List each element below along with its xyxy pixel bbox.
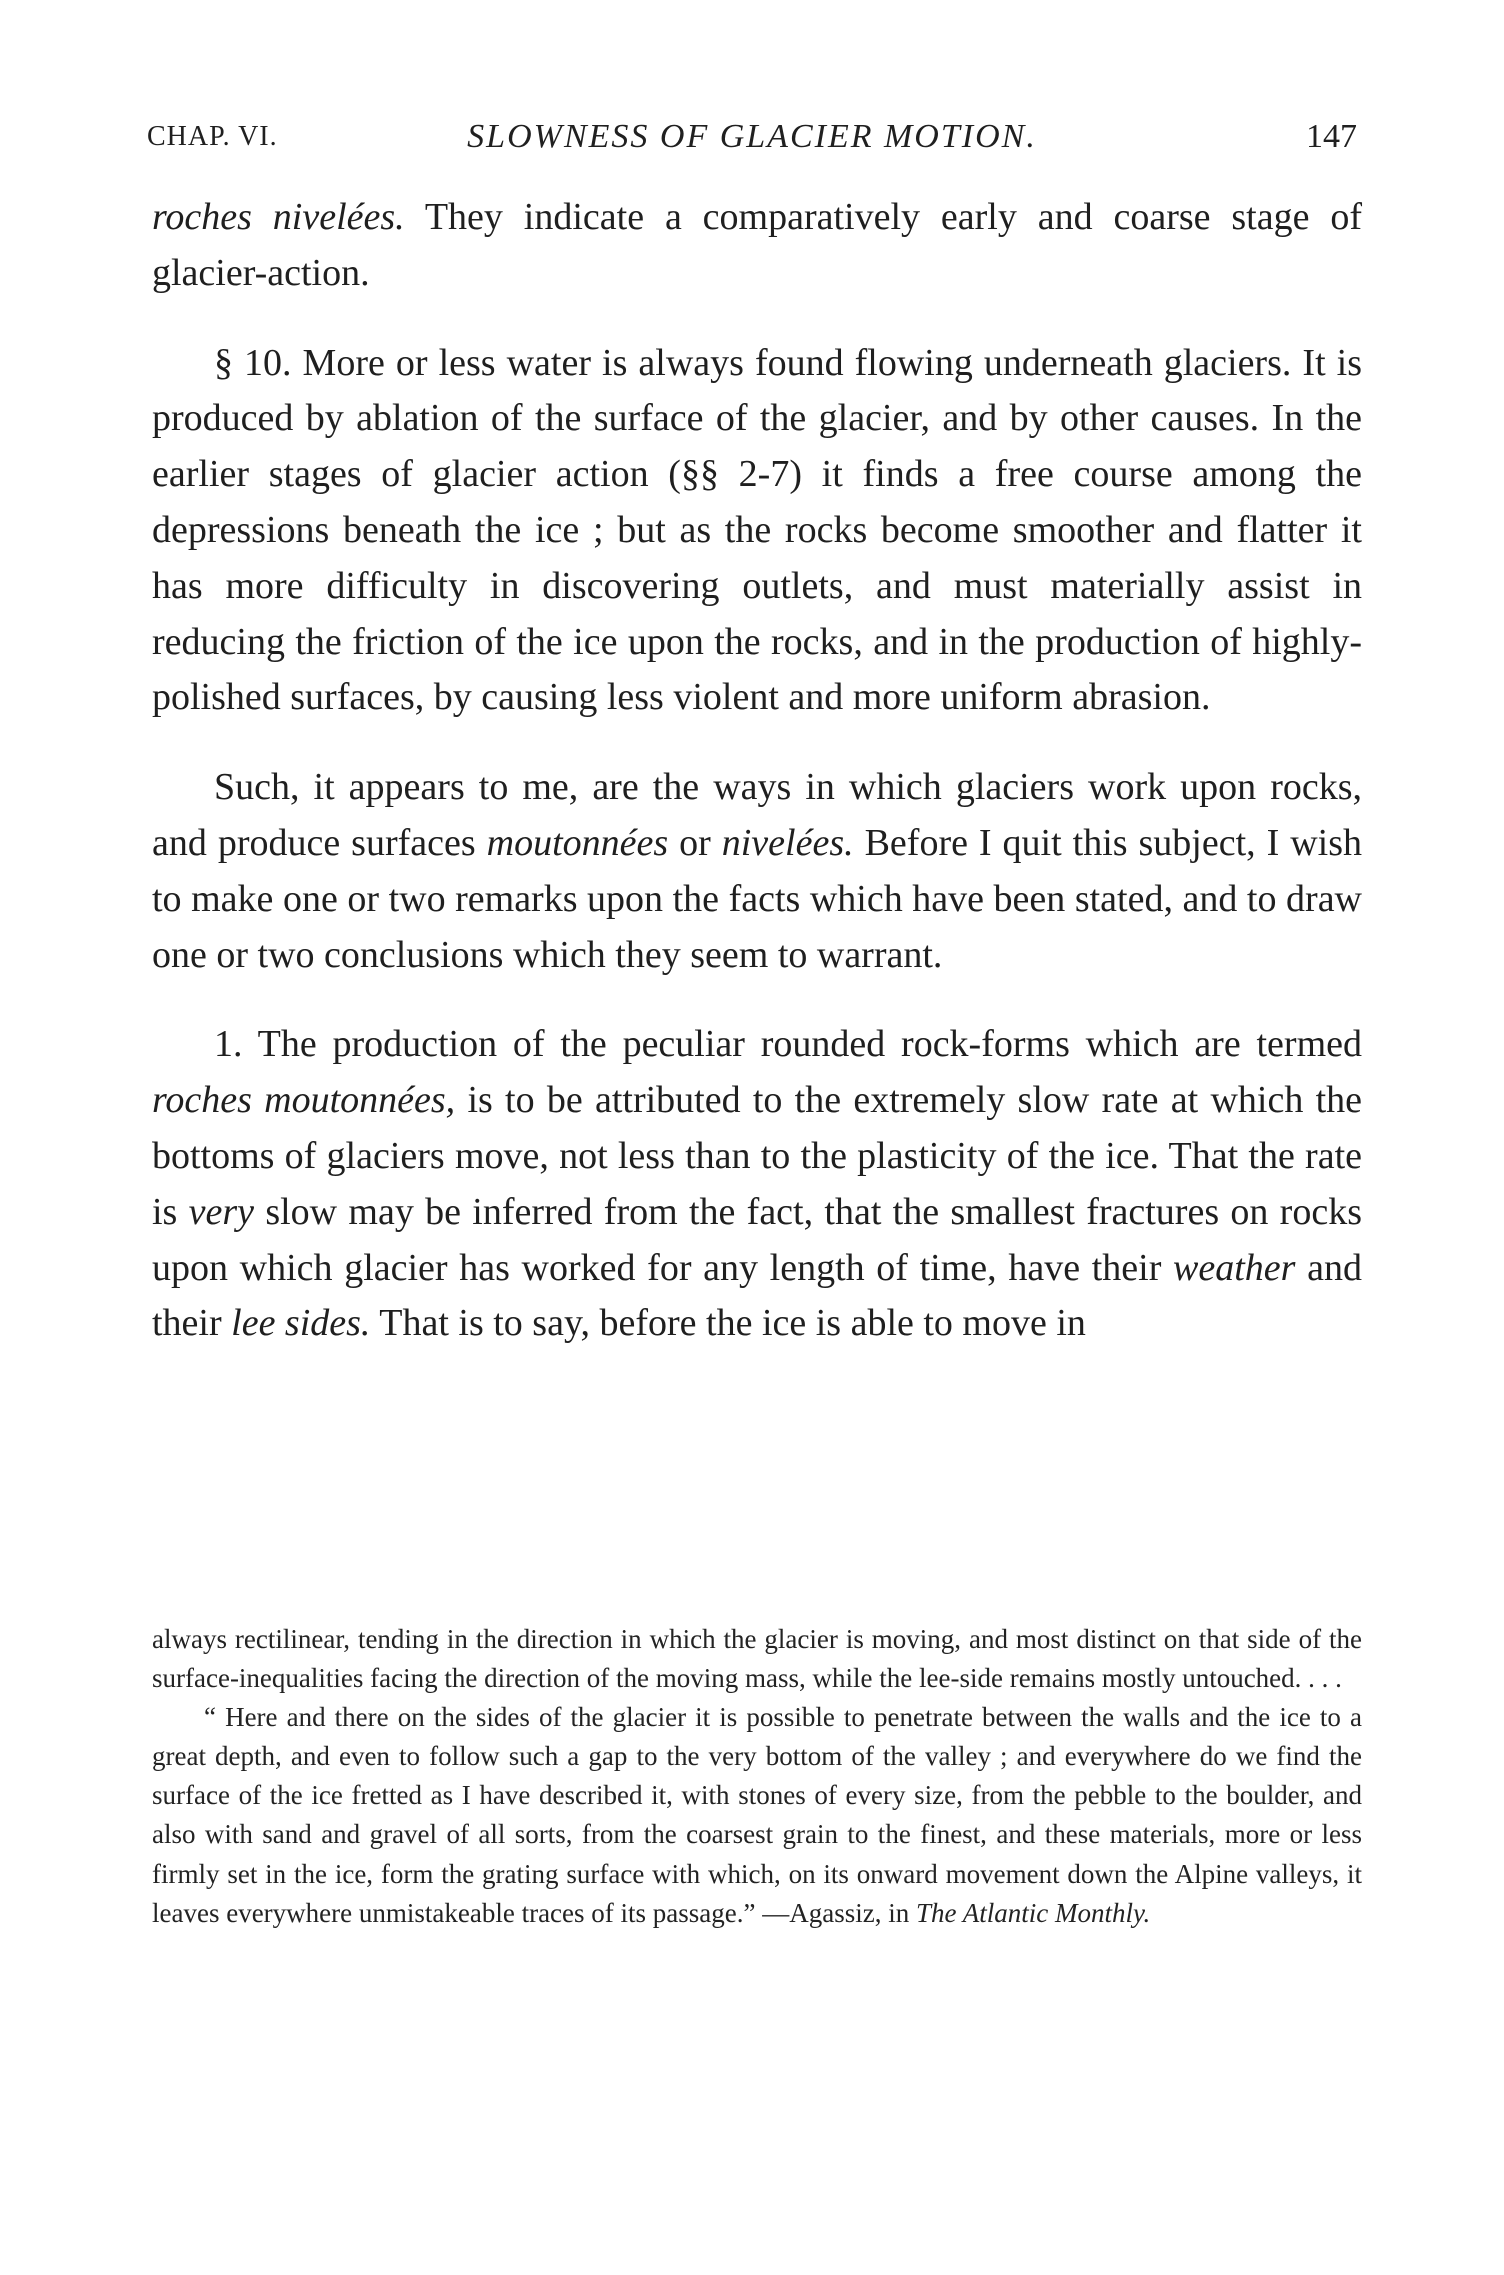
- italic-citation: The Atlantic Monthly.: [915, 1897, 1151, 1928]
- paragraph-text: and their: [152, 1246, 1362, 1345]
- paragraph-text: Before I quit this subject, I wish to make one or two remarks upon the facts which have been stated, and to draw one or two conclusions which they seem to warrant.: [152, 821, 1362, 976]
- paragraph-text: 1. The production of the peculiar rounded rock-forms which are termed: [214, 1023, 1362, 1066]
- paragraph-text: They indicate a comparatively early and coarse stage of glacier-action.: [152, 196, 1362, 294]
- italic-term: roches moutonnées,: [152, 1079, 456, 1122]
- italic-term: moutonnées: [486, 821, 669, 864]
- paragraph-text: That is to say, before the ice is able to move in: [370, 1302, 1086, 1345]
- footnotes: [152, 1620, 1362, 1933]
- italic-term: lee sides.: [231, 1302, 371, 1345]
- paragraph-continued: [152, 190, 1362, 302]
- italic-term: weather: [1173, 1246, 1296, 1289]
- footnote-text: “ Here and there on the sides of the glacier it is possible to penetrate between the walls and the ice to a great depth, and even to follow such a gap to the very bottom of the valley ; and everywhere do we find the surface of the ice fretted as I have described it, with stones of every size, from the pebble to the boulder, and also with sand and gravel of all sorts, from the coarsest grain to the finest, and these materials, more or less firmly set in the ice, form the grating surface with which, on its onward movement down the Alpine valleys, it leaves everywhere unmistakeable traces of its passage.” —Agassiz, in: [152, 1702, 1362, 1928]
- paragraph-text: slow may be inferred from the fact, that the smallest fractures on rocks upon which glacier has worked for any length of time, have their: [152, 1190, 1362, 1289]
- paragraph-numbered-1: [152, 1017, 1362, 1352]
- running-head: [147, 112, 1357, 162]
- paragraph-such: [152, 760, 1362, 983]
- chapter-label: CHAP. VI.: [147, 121, 278, 152]
- italic-term: very: [188, 1190, 255, 1233]
- paragraph-text: is to be attributed to the extremely slow rate at which the bottoms of glaciers move, not less than to the plasticity of the ice. That the rate is: [152, 1079, 1362, 1233]
- paragraph-section-10: § 10. More or less water is always found flowing underneath glaciers. It is produced by ablation of the surface of the glacier, and by other causes. In the earlier stages of glacier action (§§ 2-7) it finds a free course among the depressions beneath the ice ; but as the rocks become smoother and flatter it has more difficulty in discovering outlets, and must materially assist in reducing the friction of the ice upon the rocks, and in the production of highly-polished surfaces, by causing less violent and more uniform abrasion.: [152, 341, 1362, 719]
- running-title: SLOWNESS OF GLACIER MOTION.: [467, 118, 1037, 155]
- page-number: 147: [1306, 118, 1357, 155]
- footnote-quote: [152, 1698, 1362, 1933]
- footnote-continued: always rectilinear, tending in the direction in which the glacier is moving, and most distinct on that side of the surface-inequalities facing the direction of the moving mass, while the lee-side remains mostly untouched. . . .: [152, 1624, 1362, 1694]
- main-text: [152, 190, 1362, 1352]
- paragraph-text: or: [668, 821, 722, 864]
- paragraph-text: Such, it appears to me, are the ways in which glaciers work upon rocks, and produce surfaces: [152, 766, 1362, 864]
- italic-term: roches nivelées.: [152, 196, 405, 238]
- italic-term: nivelées.: [721, 821, 854, 864]
